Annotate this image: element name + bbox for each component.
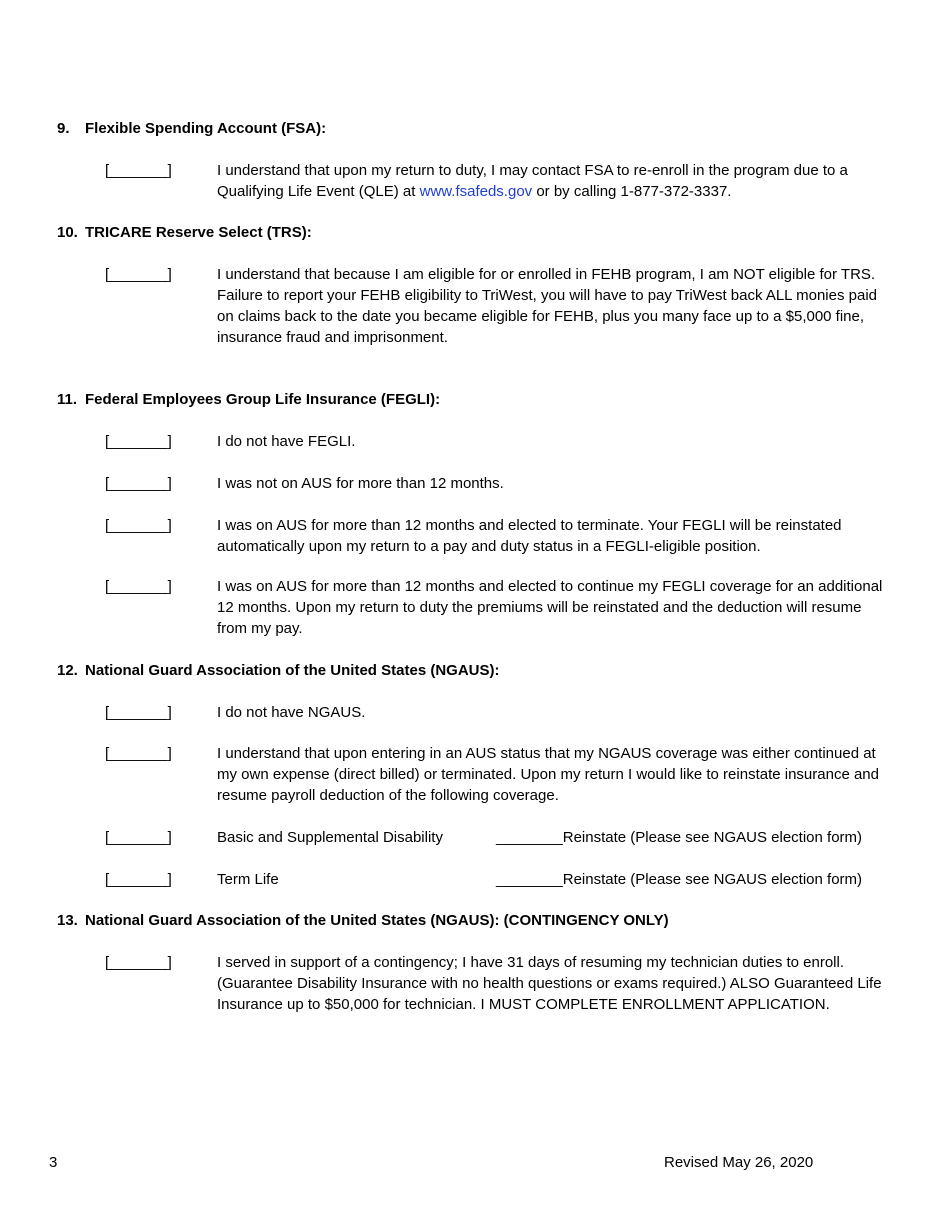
ngaus-checkbox-2[interactable]: [_______] <box>105 745 172 762</box>
fegli-item-3-text: I was on AUS for more than 12 months and elected to terminate. Your FEGLI will be reinstated automatically upon my return to a pay and duty status in a FEGLI-eligible position. <box>217 517 842 555</box>
ngaus-item-1-text: I do not have NGAUS. <box>217 704 366 721</box>
contingency-checkbox-1[interactable]: [_______] <box>105 954 172 971</box>
section-number: 10. <box>57 224 78 241</box>
fsafeds-link[interactable]: www.fsafeds.gov <box>419 183 533 200</box>
section-title: Federal Employees Group Life Insurance (FEGLI): <box>85 391 441 408</box>
section-10-heading <box>57 222 312 243</box>
fegli-checkbox-4[interactable]: [_______] <box>105 578 172 595</box>
section-12-heading <box>57 660 499 681</box>
fegli-checkbox-3[interactable]: [_______] <box>105 517 172 534</box>
section-number: 11. <box>57 391 78 408</box>
section-number: 9. <box>57 120 70 137</box>
section-number: 12. <box>57 662 78 679</box>
fegli-item-2-text: I was not on AUS for more than 12 months. <box>217 475 504 492</box>
ngaus-checkbox-3[interactable]: [_______] <box>105 829 172 846</box>
fsa-item-1-text <box>217 160 895 202</box>
fsa-item-1-post: or by calling 1-877-372-3337. <box>532 183 732 200</box>
ngaus-checkbox-1[interactable]: [_______] <box>105 704 172 721</box>
fsa-checkbox-1[interactable]: [_______] <box>105 162 172 179</box>
section-title: TRICARE Reserve Select (TRS): <box>85 224 312 241</box>
section-11-heading <box>57 389 440 410</box>
fegli-item-1-text: I do not have FEGLI. <box>217 433 356 450</box>
section-13-heading <box>57 910 669 931</box>
fegli-item-4-text: I was on AUS for more than 12 months and elected to continue my FEGLI coverage for an additional 12 months. Upon my return to duty the premiums will be reinstated and the deduction will resume from my pay. <box>217 578 883 637</box>
fsa-item-1-pre: I understand that upon my return to duty, I may contact FSA to re-enroll in the program due to a Qualifying Life Event (QLE) at <box>217 162 848 200</box>
ngaus-item-3-label: Basic and Supplemental Disability <box>217 829 443 846</box>
ngaus-checkbox-4[interactable]: [_______] <box>105 871 172 888</box>
ngaus-item-4-reinstate-field[interactable]: ________Reinstate (Please see NGAUS election form) <box>496 871 863 888</box>
trs-checkbox-1[interactable]: [_______] <box>105 266 172 283</box>
ngaus-item-2-text: I understand that upon entering in an AUS status that my NGAUS coverage was either continued at my own expense (direct billed) or terminated. Upon my return I would like to reinstate insurance and resume payroll deduction of the following coverage. <box>217 745 879 804</box>
ngaus-item-3-reinstate-field[interactable]: ________Reinstate (Please see NGAUS election form) <box>496 829 863 846</box>
revised-date: Revised May 26, 2020 <box>664 1154 814 1171</box>
fegli-checkbox-1[interactable]: [_______] <box>105 433 172 450</box>
section-title: National Guard Association of the United States (NGAUS): <box>85 662 500 679</box>
ngaus-item-4-label: Term Life <box>217 871 279 888</box>
section-title: National Guard Association of the United States (NGAUS): (CONTINGENCY ONLY) <box>85 912 669 929</box>
section-title: Flexible Spending Account (FSA): <box>85 120 327 137</box>
page-number: 3 <box>49 1154 58 1171</box>
section-number: 13. <box>57 912 78 929</box>
trs-item-1-text: I understand that because I am eligible for or enrolled in FEHB program, I am NOT eligible for TRS. Failure to report your FEHB eligibility to TriWest, you will have to pay TriWest back ALL monies paid on claims back to the date you became eligible for FEHB, plus you many face up to a $5,000 fine, insurance fraud and imprisonment. <box>217 266 877 346</box>
section-9-heading <box>57 118 326 139</box>
fegli-checkbox-2[interactable]: [_______] <box>105 475 172 492</box>
contingency-item-1-text: I served in support of a contingency; I have 31 days of resuming my technician duties to enroll. (Guarantee Disability Insurance with no health questions or exams required.) ALSO Guaranteed Life Insurance up to $50,000 for technician. I MUST COMPLETE ENROLLMENT APPLICATION. <box>217 954 882 1013</box>
